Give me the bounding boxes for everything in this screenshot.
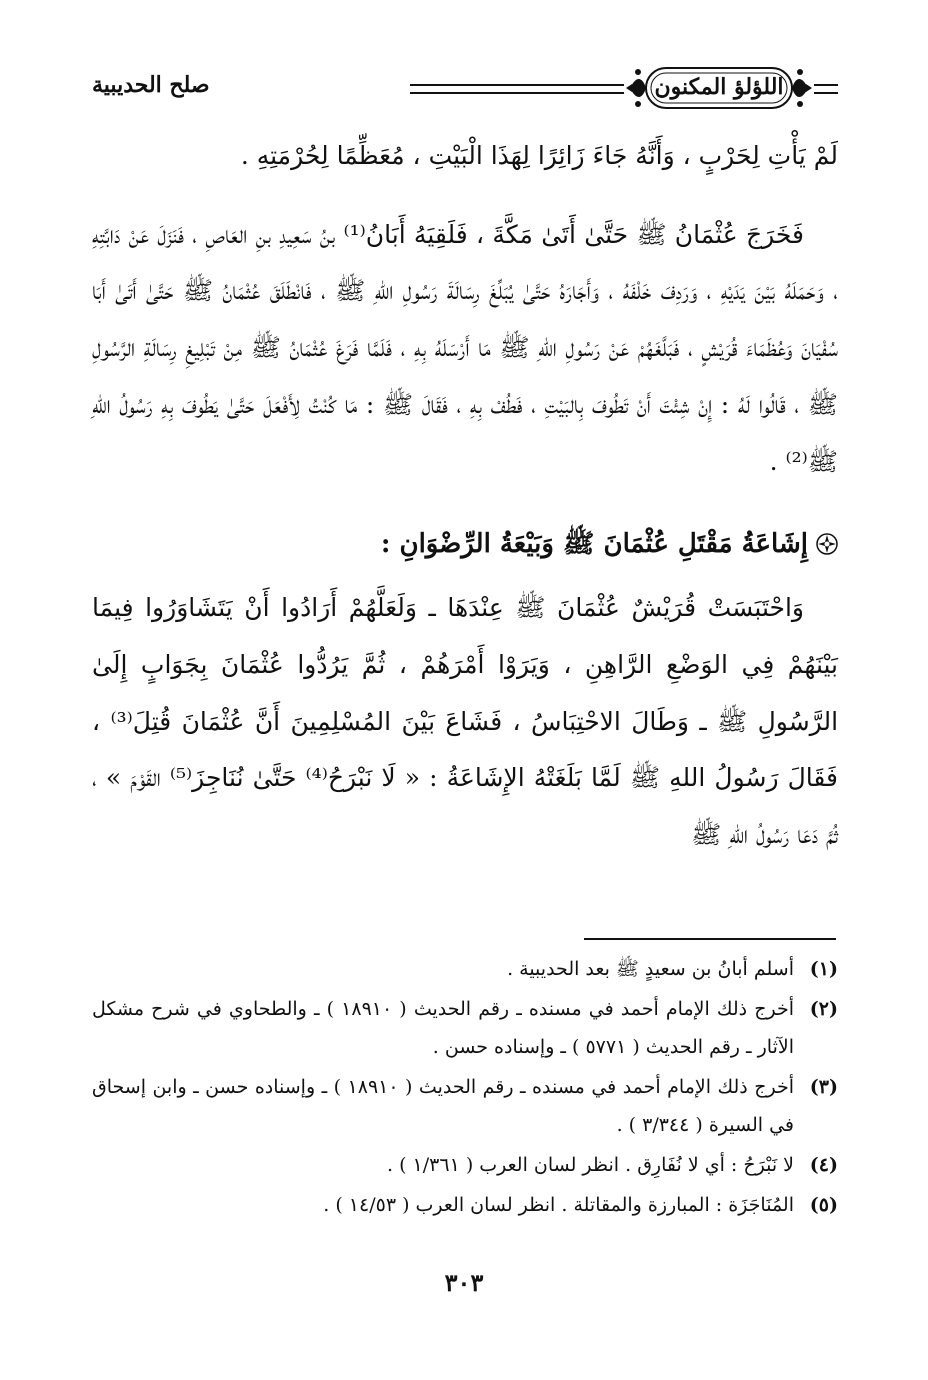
footnote-number: (٣) <box>809 1076 838 1098</box>
paragraph-2: فَخَرَجَ عُثْمَانُ ﷺ حَتَّىٰ أَتَىٰ مَكَّةَ ، فَلَقِيَهُ أَبَانُ⁽¹⁾ بنُ سَعِيدِ بنِ العَاصِ ، فَنَزَلَ عَنْ دَابَّتِهِ ، وَحَمَلَهُ بَيْنَ يَدَيْهِ ، وَرَدِفَ خَلْفَهُ ، وَأَجَارَهُ حَتَّىٰ يُبَلِّغَ رِسَالَةَ رَسُولِ اللهِ ﷺ ، فَانْطَلَقَ عُثْمَانُ ﷺ حَتَّىٰ أَتَىٰ أَبَا سُفْيَانَ وَعُظَمَاءَ قُرَيْشٍ ، فَبَلَّغَهُمْ عَنْ رَسُولِ اللهِ ﷺ مَا أَرْسَلَهُ بِهِ ، فَلَمَّا فَرَغَ عُثْمَانُ ﷺ مِنْ تَبْلِيغِ رِسَالَةِ الرَّسُولِ ﷺ ، قَالُوا لَهُ : إِنْ شِئْتَ أَنْ تَطُوفَ بِالبَيْتِ ، فَطُفْ بِهِ ، فَقَالَ ﷺ : مَا كُنْتُ لِأَفْعَلَ حَتَّىٰ يَطُوفَ بِهِ رَسُولُ اللهِ ﷺ⁽²⁾ . <box>92 219 838 476</box>
paragraph-3: وَاحْتَبَسَتْ قُرَيْشٌ عُثْمَانَ ﷺ عِنْدَهَا ـ وَلَعَلَّهُمْ أَرَادُوا أَنْ يَتَشَاوَرُوا فِيمَا بَيْنَهُمْ فِي الوَضْعِ الرَّاهِنِ ، وَيَرَوْا أَمْرَهُمْ ، ثُمَّ يَرُدُّوا عُثْمَانَ بِجَوَابٍ إِلَىٰ الرَّسُولِ ﷺ ـ وَطَالَ الاحْتِبَاسُ ، فَشَاعَ بَيْنَ المُسْلِمِينَ أَنَّ عُثْمَانَ قُتِلَ⁽³⁾ ، فَقَالَ رَسُولُ اللهِ ﷺ لَمَّا بَلَغَتْهُ الإِشَاعَةُ : « لَا نَبْرَحُ⁽⁴⁾ حَتَّىٰ نُنَاجِزَ⁽⁵⁾ القَوْمَ » ، ثُمَّ دَعَا رَسُولُ اللهِ ﷺ <box>92 593 839 850</box>
main-text <box>92 128 838 864</box>
footnote-text: أخرج ذلك الإمام أحمد في مسنده ـ رقم الحديث ( ١٨٩١٠ ) ـ والطحاوي في شرح مشكل الآثار ـ رقم الحديث ( ٥٧٧١ ) ـ وإسناده حسن . <box>92 998 794 1058</box>
header-rule-middle <box>410 84 624 94</box>
section-heading-text: إِشَاعَةُ مَقْتَلِ عُثْمَانَ ﷺ وَبَيْعَةُ الرِّضْوَانِ : <box>380 529 808 560</box>
footnote-number: (٥) <box>809 1194 838 1216</box>
footnote-text: المُنَاجَزَة : المبارزة والمقاتلة . انظر لسان العرب ( ١٤/٥٣ ) . <box>323 1194 794 1216</box>
footnote-text: أخرج ذلك الإمام أحمد في مسنده ـ رقم الحديث ( ١٨٩١٠ ) ـ وإسناده حسن ـ وابن إسحاق في السيرة ( ٣/٣٤٤ ) . <box>92 1076 794 1136</box>
section-heading <box>92 516 838 572</box>
footnote-separator <box>584 938 836 940</box>
header-cartouche <box>624 58 814 118</box>
footnote-5 <box>92 1186 838 1224</box>
paragraph-1: لَمْ يَأْتِ لِحَرْبٍ ، وَأَنَّهُ جَاءَ زَائِرًا لِهَذَا الْبَيْتِ ، مُعَظِّمًا لِحُرْمَتِهِ . <box>240 141 838 170</box>
header-rule-right <box>814 84 838 94</box>
footnote-3 <box>92 1068 838 1144</box>
footnote-number: (١) <box>809 958 838 980</box>
running-header <box>92 52 838 124</box>
footnote-1 <box>92 950 838 988</box>
footnote-number: (٤) <box>809 1154 838 1176</box>
footnote-4 <box>92 1146 838 1184</box>
footnote-text: أسلم أبانُ بن سعيدٍ ﷺ بعد الحديبية . <box>507 958 794 980</box>
book-title: اللؤلؤ المكنون <box>654 74 784 100</box>
flower-ornament-icon <box>816 533 838 555</box>
footnotes <box>92 950 838 1226</box>
chapter-title: صلح الحديبية <box>92 72 210 98</box>
footnote-2 <box>92 990 838 1066</box>
footnote-text: لا نَبْرَحُ : أي لا نُفَارِق . انظر لسان العرب ( ١/٣٦١ ) . <box>387 1154 794 1176</box>
page-number: ٣٠٣ <box>444 1268 484 1297</box>
footnote-number: (٢) <box>809 998 838 1020</box>
